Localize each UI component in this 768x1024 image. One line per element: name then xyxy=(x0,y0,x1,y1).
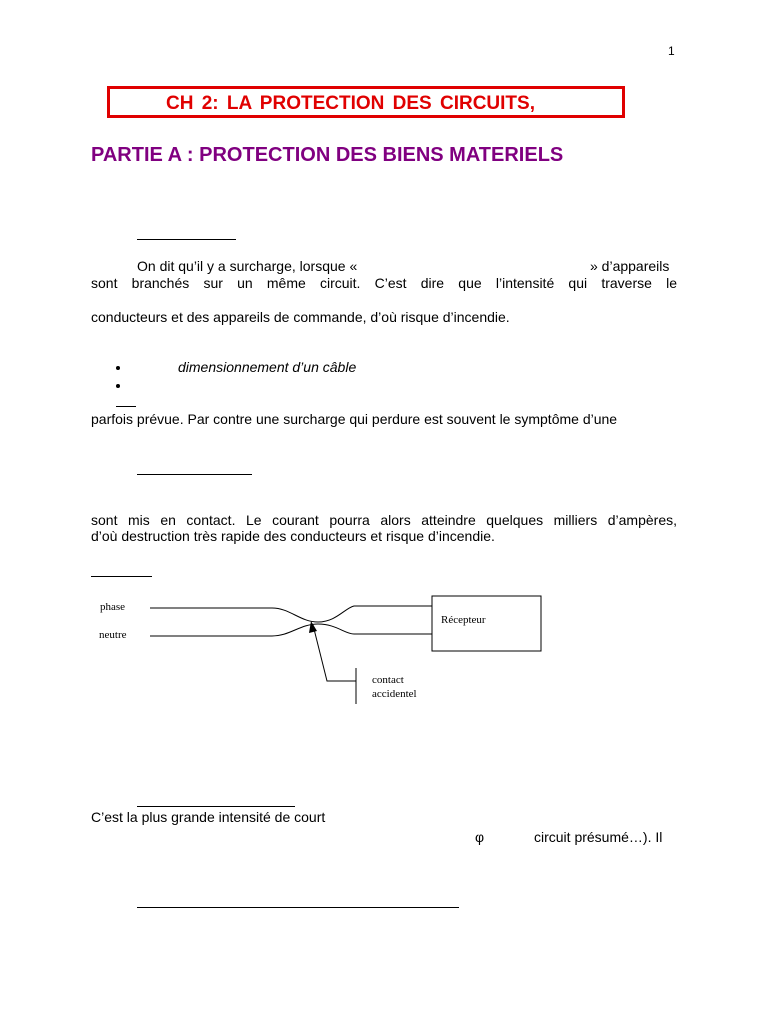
short-circuit-line1: sont mis en contact. Le courant pourra alors atteindre quelques milliers d’ampères, xyxy=(91,512,677,528)
icc-line1: C’est la plus grande intensité de court xyxy=(91,809,326,825)
subsection-heading-underline xyxy=(137,806,295,807)
contact-label-1: contact xyxy=(372,674,404,686)
contact-label-2: accidentel xyxy=(372,688,417,700)
phi-symbol: φ xyxy=(475,829,485,845)
page-number: 1 xyxy=(668,44,675,58)
section-heading-underline xyxy=(137,907,459,908)
part-title: PARTIE A : PROTECTION DES BIENS MATERIELS xyxy=(91,144,564,166)
neutre-label: neutre xyxy=(99,629,127,641)
arrowhead-icon xyxy=(309,621,317,633)
short-circuit-line2: d’où destruction très rapide des conducteurs et risque d’incendie. xyxy=(91,528,495,544)
bullet-item-1: dimensionnement d’un câble xyxy=(178,359,357,375)
overload-line3: conducteurs et des appareils de commande, d’où risque d’incendie. xyxy=(91,309,510,325)
overload-line2: sont branchés sur un même circuit. C’est dire que l’intensité qui traverse le xyxy=(91,275,677,291)
overload-line1-left: On dit qu’il y a surcharge, lorsque « xyxy=(137,258,358,274)
chapter-title: CH 2: LA PROTECTION DES CIRCUITS, xyxy=(166,93,535,114)
icc-line2-right: circuit présumé…). Il xyxy=(534,829,663,845)
phase-label: phase xyxy=(100,601,126,613)
recepteur-label: Récepteur xyxy=(441,614,486,626)
overload-line4: parfois prévue. Par contre une surcharge qui perdure est souvent le symptôme d’une xyxy=(91,411,618,427)
overload-line1-right: » d’appareils xyxy=(590,258,670,274)
neutre-wire xyxy=(150,624,432,636)
phase-wire xyxy=(150,606,432,622)
